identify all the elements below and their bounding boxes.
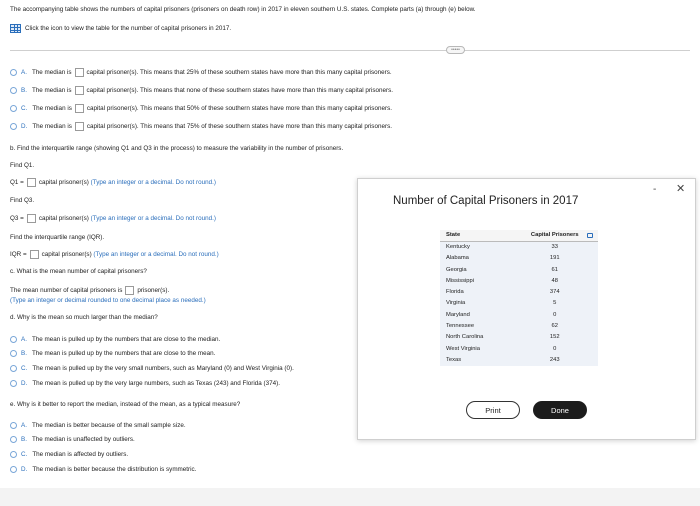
count-cell: 33 (551, 244, 558, 251)
table-link-text: Click the icon to view the table for the number of capital prisoners in 2017. (25, 25, 232, 32)
q1-label: Q1 = (10, 179, 24, 186)
part-d-option-b[interactable] (10, 350, 215, 357)
q1-input[interactable] (27, 178, 36, 187)
iqr-input[interactable] (30, 250, 39, 259)
count-cell: 374 (549, 289, 560, 296)
radio-button[interactable] (10, 422, 17, 429)
divider-handle[interactable]: ••••• (446, 46, 465, 54)
median-input[interactable] (75, 104, 84, 113)
section-divider (10, 50, 690, 51)
done-button[interactable]: Done (533, 401, 587, 419)
table-row (440, 343, 598, 354)
option-letter: C. (21, 105, 28, 112)
option-text: The mean is pulled up by the numbers that are close to the median. (31, 336, 221, 343)
part-e-option-c[interactable] (10, 451, 128, 458)
count-cell: 152 (549, 334, 560, 341)
table-row (440, 332, 598, 343)
part-d-option-d[interactable] (10, 380, 280, 387)
radio-button[interactable] (10, 380, 17, 387)
part-c-prompt: c. What is the mean number of capital prisoners? (10, 268, 147, 275)
option-text: The mean is pulled up by the numbers that are close to the mean. (31, 350, 216, 357)
part-b-prompt: b. Find the interquartile range (showing Q1 and Q3 in the process) to measure the variability in the number of prisoners. (10, 145, 344, 152)
table-row (440, 241, 598, 252)
iqr-unit: capital prisoner(s) (41, 251, 92, 258)
option-text-post: capital prisoner(s). This means that 25% of these southern states have more than this many capital prisoners. (86, 69, 392, 76)
radio-button[interactable] (10, 350, 17, 357)
part-a-option-d[interactable] (10, 122, 392, 131)
q3-unit: capital prisoner(s) (38, 215, 89, 222)
count-cell: 61 (551, 266, 558, 273)
part-a-option-c[interactable] (10, 104, 392, 113)
print-button[interactable]: Print (466, 401, 520, 419)
q3-hint: (Type an integer or a decimal. Do not round.) (90, 215, 216, 222)
iqr-label: IQR = (10, 251, 27, 258)
problem-statement: The accompanying table shows the numbers of capital prisoners (prisoners on death row) in 2017 in eleven southern U.S. states. Complete parts (a) through (e) below. (10, 6, 476, 13)
part-e-option-d[interactable] (10, 466, 196, 473)
radio-button[interactable] (10, 87, 17, 94)
count-cell: 191 (549, 255, 560, 262)
option-text: The mean is pulled up by the very large numbers, such as Texas (243) and Florida (374). (32, 380, 281, 387)
part-a-option-a[interactable] (10, 68, 392, 77)
table-header-row (440, 230, 598, 241)
table-row (440, 275, 598, 286)
option-text-post: capital prisoner(s). This means that 50% of these southern states have more than this many capital prisoners. (86, 105, 392, 112)
table-row (440, 298, 598, 309)
part-e-prompt: e. Why is it better to report the median, instead of the mean, as a typical measure? (10, 401, 241, 408)
iqr-hint: (Type an integer or a decimal. Do not round.) (93, 251, 219, 258)
mean-row (10, 286, 169, 295)
option-text: The median is unaffected by outliers. (31, 436, 135, 443)
option-text-pre: The median is (31, 69, 72, 76)
mean-hint: (Type an integer or decimal rounded to one decimal place as needed.) (10, 297, 206, 304)
part-d-option-a[interactable] (10, 336, 220, 343)
part-d-option-c[interactable] (10, 365, 294, 372)
radio-button[interactable] (10, 69, 17, 76)
option-letter: C. (21, 451, 28, 458)
option-text-pre: The median is (32, 105, 72, 112)
option-text: The median is better because of the small sample size. (31, 422, 186, 429)
option-letter: B. (21, 87, 27, 94)
option-text-pre: The median is (31, 87, 72, 94)
option-letter: B. (21, 350, 27, 357)
radio-button[interactable] (10, 123, 17, 130)
state-cell: Alabama (446, 255, 469, 262)
state-cell: Maryland (446, 311, 470, 318)
dialog-title: Number of Capital Prisoners in 2017 (393, 195, 579, 207)
radio-button[interactable] (10, 365, 17, 372)
state-cell: West Virginia (446, 345, 480, 352)
column-header-state: State (440, 230, 512, 241)
option-letter: D. (21, 123, 28, 130)
close-icon[interactable]: ✕ (676, 183, 686, 195)
q3-input[interactable] (27, 214, 36, 223)
median-input[interactable] (75, 122, 84, 131)
capital-prisoners-table (440, 230, 598, 366)
option-text: The median is affected by outliers. (32, 451, 129, 458)
state-cell: Georgia (446, 266, 467, 273)
median-input[interactable] (75, 86, 84, 95)
part-a-option-b[interactable] (10, 86, 393, 95)
copy-icon[interactable] (587, 233, 593, 238)
option-letter: D. (21, 466, 28, 473)
state-cell: Texas (446, 356, 462, 363)
footer-bar (0, 488, 700, 506)
radio-button[interactable] (10, 336, 17, 343)
q1-unit: capital prisoner(s) (38, 179, 89, 186)
find-q1-label: Find Q1. (10, 162, 35, 169)
mean-unit: prisoner(s). (137, 287, 170, 294)
state-cell: North Carolina (446, 334, 484, 341)
table-row (440, 264, 598, 275)
option-letter: D. (21, 380, 28, 387)
count-cell: 48 (551, 277, 558, 284)
option-text-post: capital prisoner(s). This means that 75% of these southern states have more than this many capital prisoners. (86, 123, 392, 130)
option-letter: A. (21, 336, 27, 343)
option-text-post: capital prisoner(s). This means that none of these southern states have more than this many capital prisoners. (86, 87, 394, 94)
radio-button[interactable] (10, 451, 17, 458)
mean-label: The mean number of capital prisoners is (10, 287, 123, 294)
state-cell: Virginia (446, 300, 466, 307)
option-text: The mean is pulled up by the very small numbers, such as Maryland (0) and West Virginia (0). (32, 365, 294, 372)
count-cell: 0 (553, 311, 557, 318)
state-cell: Mississippi (446, 277, 475, 284)
column-header-prisoners: Capital Prisoners (512, 230, 598, 241)
radio-button[interactable] (10, 105, 17, 112)
option-letter: A. (21, 422, 27, 429)
find-q3-label: Find Q3. (10, 197, 35, 204)
count-cell: 243 (549, 356, 560, 363)
count-cell: 62 (551, 323, 558, 330)
part-e-option-b[interactable] (10, 436, 135, 443)
median-input[interactable] (75, 68, 84, 77)
table-row (440, 253, 598, 264)
iqr-row (10, 250, 219, 259)
option-letter: A. (21, 69, 27, 76)
option-letter: C. (21, 365, 28, 372)
part-d-prompt: d. Why is the mean so much larger than the median? (10, 314, 158, 321)
option-text: The median is better because the distribution is symmetric. (32, 466, 197, 473)
q1-hint: (Type an integer or a decimal. Do not round.) (90, 179, 216, 186)
table-row (440, 354, 598, 365)
state-cell: Florida (446, 289, 464, 296)
mean-input[interactable] (125, 286, 134, 295)
radio-button[interactable] (10, 466, 17, 473)
option-text-pre: The median is (32, 123, 72, 130)
table-row (440, 320, 598, 331)
data-table-dialog (357, 178, 696, 440)
count-cell: 5 (553, 300, 557, 307)
table-row (440, 286, 598, 297)
table-grid-icon[interactable] (10, 24, 21, 33)
q3-row (10, 214, 216, 223)
option-letter: B. (21, 436, 27, 443)
state-cell: Tennessee (446, 323, 475, 330)
minimize-icon[interactable]: - (653, 184, 657, 195)
table-link[interactable] (10, 24, 231, 33)
state-cell: Kentucky (446, 244, 470, 251)
count-cell: 0 (553, 345, 557, 352)
q3-label: Q3 = (10, 215, 24, 222)
part-e-option-a[interactable] (10, 422, 186, 429)
find-iqr-label: Find the interquartile range (IQR). (10, 234, 105, 241)
q1-row (10, 178, 216, 187)
table-row (440, 309, 598, 320)
radio-button[interactable] (10, 436, 17, 443)
